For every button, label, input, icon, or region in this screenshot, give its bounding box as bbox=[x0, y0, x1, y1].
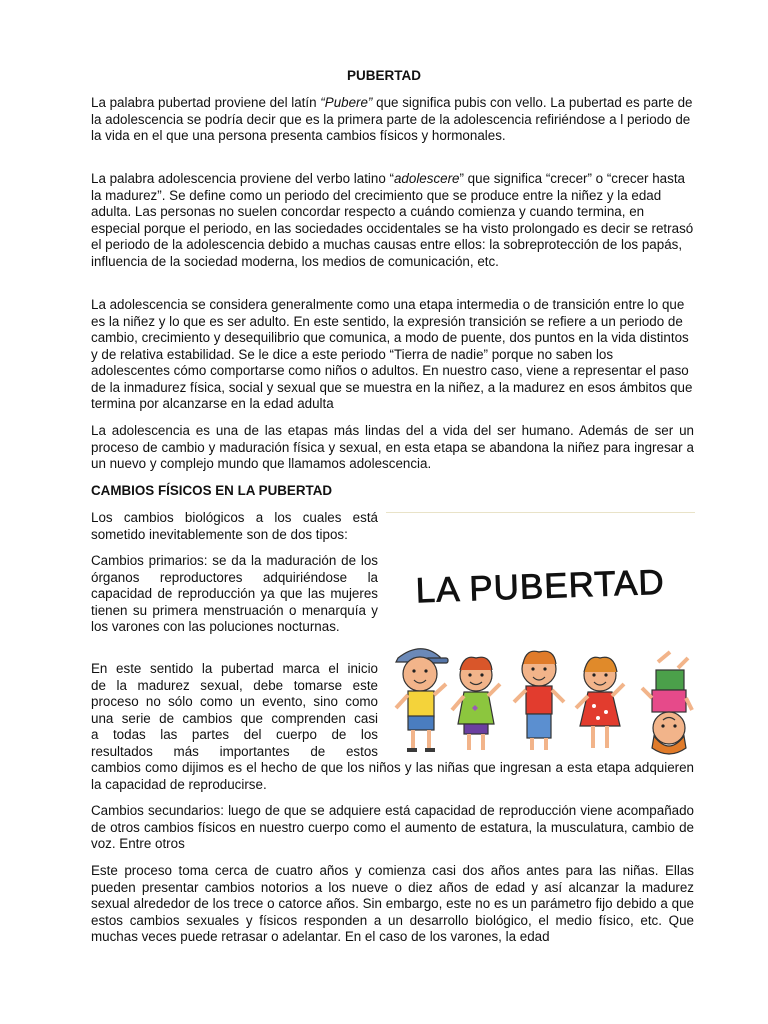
paragraph-cambios-secundarios: Cambios secundarios: luego de que se adquiere está capacidad de reproducción viene acompañado de otros cambios físicos en nuestro cuerpo como el aumento de estatura, la musculatura, cambio de voz. Entre otros bbox=[91, 803, 694, 851]
kid-2-figure bbox=[452, 657, 500, 750]
paragraph-transicion: La adolescencia se considera generalmente como una etapa intermedia o de transición entre lo que es la niñez y lo que es ser adulto. En este sentido, la expresión transición se refiere a un periodo de cambio, crecimiento y desequilibrio que comunica, a modo de puente, dos puntos en la vida distintos y de relativa estabilidad. Se le dice a este periodo “Tierra de nadie” porque no saben los adolescentes cómo comportarse como niños o adultos. En nuestro caso, viene a representar el paso de la inmadurez física, social y sexual que se muestra en la niñez, a la madurez en esos ámbitos que termina por alcanzarse en la edad adulta bbox=[91, 297, 693, 411]
paragraph-etapa: La adolescencia es una de las etapas más lindas del a vida del ser humano. Además de ser un proceso de cambio y maduración física y sexual, en esta etapa se abandona la niñez para ingresar a un nuevo y complejo mundo que llamamos adolescencia. bbox=[91, 423, 694, 471]
latin-term: “Pubere” bbox=[320, 95, 373, 110]
text-line: proceso no sólo como un evento, sino como bbox=[91, 694, 378, 709]
paragraph-text: que significa pubis con vello. La pubertad es parte de la adolescencia se podría decir que es la primera parte de la adolescencia refiriéndose a l periodo de la vida en el que una persona presenta cambios físicos y hormonales. bbox=[91, 95, 693, 143]
paragraph-text: La palabra pubertad proviene del latín bbox=[91, 95, 321, 110]
text-line: resultados más importantes de estos bbox=[91, 743, 378, 759]
paragraph-tipos: Los cambios biológicos a los cuales está sometido inevitablemente son de dos tipos: bbox=[91, 510, 378, 542]
page-title: PUBERTAD bbox=[347, 68, 421, 83]
kids-drawing bbox=[386, 512, 695, 758]
kid-3-figure bbox=[514, 651, 564, 750]
paragraph-proceso: Este proceso toma cerca de cuatro años y comienza casi dos años antes para las niñas. Ellas pueden presentar cambios notorios a los nueve o diez años de edad y así alcanzar la madurez sexual alrededor de los trece o catorce años. Sin embargo, este no es un parámetro fijo debido a que estos cambios sexuales y físicos responden a un desarrollo biológico, el medio físico, etc. Que muchas veces puede retrasar o adelantar. En el caso de los varones, la edad bbox=[91, 863, 694, 944]
text-line: a todas las partes del cuerpo de los bbox=[91, 727, 378, 742]
kid-5-figure bbox=[642, 652, 692, 754]
paragraph-text: ” que significa “crecer” o “crecer hasta la madurez”. Se define como un periodo del crecimiento que se produce entre la niñez y la edad adulta. Las personas no suelen concordar respecto a cuándo comienza y cuando termina, en especial porque el periodo, en las sociedades occidentales se ha visto prolongado es decir se retrasó el periodo de la adolescencia debido a muchas causas entre ellos: la sobreprotección de los papás, influencia de la sociedad moderna, los medios de comunicación, etc. bbox=[91, 171, 694, 269]
paragraph-pubertad-etymology bbox=[91, 95, 694, 145]
latin-term: adolescere bbox=[393, 171, 460, 186]
paragraph-continuation: cambios como dijimos es el hecho de que los niños y las niñas que ingresan a esta etapa adquieren la capacidad de reproducirse. bbox=[91, 760, 694, 792]
text-line: una serie de cambios que comprenden casi bbox=[91, 710, 378, 726]
kid-1-figure bbox=[396, 649, 448, 750]
text-line: de la madurez sexual, debe tomarse este bbox=[91, 677, 378, 693]
paragraph-adolescencia-etymology bbox=[91, 171, 694, 270]
kid-4-figure bbox=[576, 657, 624, 748]
paragraph-cambios-primarios: Cambios primarios: se da la maduración de los órganos reproductores adquiriéndose la capacidad de reproducción ya que las mujeres tienen su primera menstruación o menarquía y los varones con las poluciones nocturnas. bbox=[91, 553, 378, 634]
pubertad-illustration bbox=[386, 512, 695, 758]
illustration-title: LA PUBERTAD bbox=[415, 562, 666, 611]
text-line: En este sentido la pubertad marca el inicio bbox=[91, 661, 378, 676]
paragraph-text: La palabra adolescencia proviene del verbo latino “ bbox=[91, 171, 394, 186]
section-heading: CAMBIOS FÍSICOS EN LA PUBERTAD bbox=[91, 483, 333, 498]
